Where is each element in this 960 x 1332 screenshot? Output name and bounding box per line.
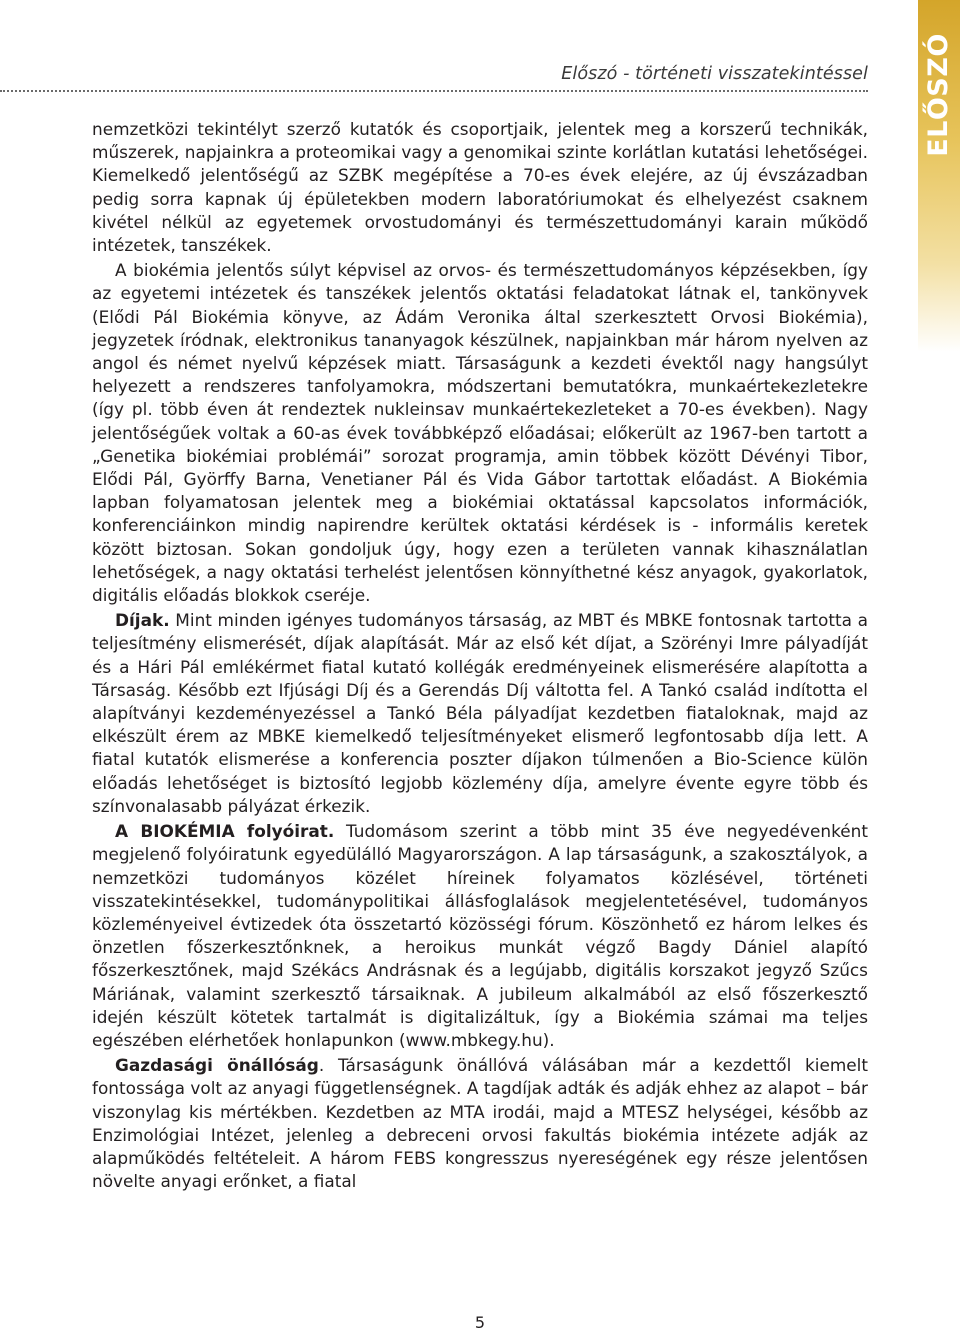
paragraph-text: . Társaságunk önállóvá válásában már a kezdettől kiemelt fontossága volt az anyagi függetlenségnek. A tagdíjak adták és adják ehhez az alapot – bár viszonylag kis mértékben. Kezdetben az MTA irodái, majd a MTESZ helységei, később az Enzimológiai Intézet, jelenleg a debreceni orvosi fakultás biokémia intézete adják az alapműködés feltételeit. A három FEBS kongresszus nyereségének egy része jelentősen növelte anyagi erőnket, a fiatal <box>92 1055 868 1192</box>
paragraph-text: nemzetközi tekintélyt szerző kutatók és csoportjaik, jelentek meg a korszerű technikák, műszerek, napjainkra a proteomikai vagy a genomikai szinte korlátlan kutatási lehetőségei. Kiemelkedő jelentőségű az SZBK megépítése a 70-es évek elejére, az új évszázadban pedig sorra kapnak új épületekben modern laboratóriumokat és elhelyezést csaknem kivétel nélkül az egyetemek orvostudományi és természettudományi karain működő intézetek, tanszékek. <box>92 119 868 256</box>
side-tab-label: ELŐSZÓ <box>923 33 954 157</box>
running-header <box>0 64 868 92</box>
paragraph-lead: Díjak. <box>115 610 170 631</box>
paragraph-lead: Gazdasági önállóság <box>115 1055 319 1076</box>
paragraph-text: Tudomásom szerint a több mint 35 éve negyedévenként megjelenő folyóiratunk egyedülálló Magyarországon. A lap társaságunk, a szakosztályok, a nemzetközi tudományos közélet híreinek folyamatos közlésével, történeti visszatekintésekkel, tudománypolitikai állásfoglalások megjelentetésével, tudományos közleményeivel évtizedek óta összetartó közösségi fórum. Köszönhető ez három lelkes és önzetlen főszerkesztőnknek, a heroikus munkát végző Bagdy Dániel alapító főszerkesztőnek, majd Székács Andrásnak és a legújabb, digitális korszakot jegyző Szűcs Máriának, valamint szerkesztő társaiknak. A jubileum alkalmából az első főszerkesztő idején készült kötetek tartalmát is digitalizáltuk, így a Biokémia számai ma teljes egészében elérhetőek honlapunkon (www.mbkegy.hu). <box>92 821 868 1050</box>
running-title: Előszó - történeti visszatekintéssel <box>561 64 868 84</box>
page-number: 5 <box>474 1313 486 1332</box>
dotted-rule <box>0 90 868 92</box>
paragraph-text: A biokémia jelentős súlyt képvisel az orvos- és természettudományos képzésekben, így az egyetemi intézetek és tanszékek jelentős oktatási feladatokat látnak el, tankönyvek (Elődi Pál Biokémia könyve, az Ádám Veronika által szerkesztett Orvosi Biokémia), jegyzetek íródnak, elektronikus tananyagok készülnek, napjainkban már három nyelven az angol és német nyelvű képzések miatt. Társaságunk a kezdeti évektől nagy hangsúlyt helyezett a rendszeres tanfolyamokra, módszertani bemutatókra, munkaértekezletekre (így pl. több éven át rendeztek nukleinsav munkaértekezleteket a 70-es években). Nagy jelentőségűek voltak a 60-as évek továbbképző előadásai; előkerült az 1967-ben tartott a „Genetika biokémiai problémái” sorozat programja, amin többek között Dévényi Tibor, Elődi Pál, Györffy Barna, Venetianer Pál és Vida Gábor tartottak előadást. A Biokémia lapban folyamatosan jelentek meg a biokémiai oktatással kapcsolatos információk, konferenciáinkon mindig napirendre kerültek oktatási kérdések is - informális keretek között biztosan. Sokan gondoljuk úgy, hogy ezen a területen vannak kihasználatlan lehetőségek, a nagy oktatási terhelést jelentősen könnyíthetné kész anyagok, gyakorlatok, digitális előadás blokkok cseréje. <box>92 260 868 606</box>
paragraph-awards <box>92 609 868 818</box>
body-text <box>92 118 868 1193</box>
paragraph-text: Mint minden igényes tudományos társaság, az MBT és MBKE fontosnak tartotta a teljesítmény elismerését, díjak alapítását. Már az első két díjat, a Szörényi Imre pályadíját és a Hári Pál emlékérmet fiatal kutató kollégák eredményeinek elismerésére alapította a Társaság. Később ezt Ifjúsági Díj és a Gerendás Díj váltotta fel. A Tankó család indította el alapítványi kezdeményezéssel a Tankó Béla pályadíjat kezdetben fiataloknak, majd az elkészült érem az MBKE kiemelkedő teljesítményeket elismerő legfontosabb díja lett. A fiatal kutatók elismerése a konferencia poszter díjakon túlmenően a Bio-Science külön előadás lehetőséget is biztosító legjobb közlemény díja, amelyre évente egyre több és színvonalasabb pályázat érkezik. <box>92 610 868 816</box>
paragraph-continuation <box>92 118 868 257</box>
section-side-tab <box>918 0 960 352</box>
paragraph-education <box>92 259 868 607</box>
paragraph-journal <box>92 820 868 1052</box>
paragraph-finance <box>92 1054 868 1193</box>
paragraph-lead: A BIOKÉMIA folyóirat. <box>115 821 335 842</box>
